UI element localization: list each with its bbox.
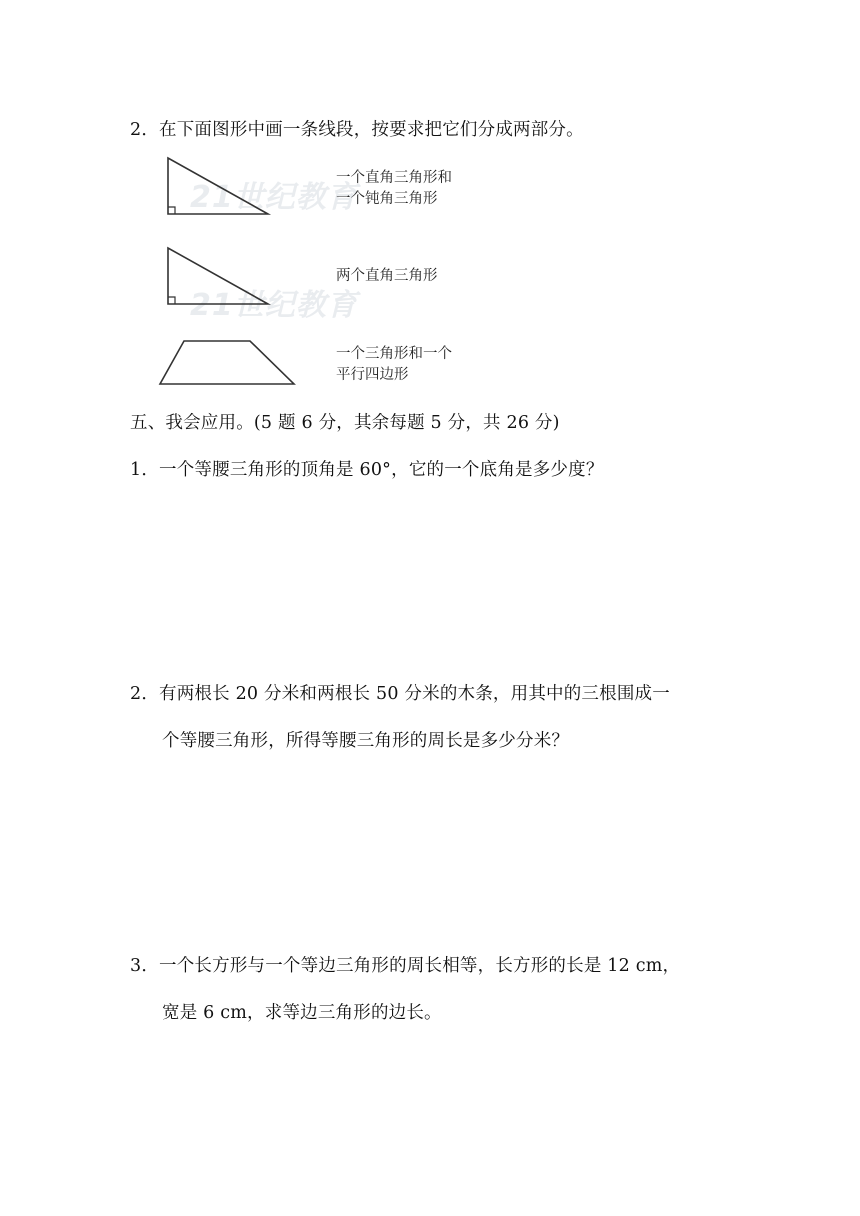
right-angle-mark [168, 207, 175, 214]
triangle-shape [168, 158, 268, 214]
watermark-logo: 21世纪教育 [190, 288, 358, 323]
application-question-3-line-2: 宽是 6 cm，求等边三角形的边长。 [162, 1003, 442, 1023]
application-question-1: 1．一个等腰三角形的顶角是 60°，它的一个底角是多少度？ [130, 460, 604, 480]
figure-trapezoid [154, 336, 304, 392]
figure-1-label [336, 168, 452, 210]
right-angle-mark [168, 297, 175, 304]
application-question-2-line-2: 个等腰三角形，所得等腰三角形的周长是多少分米？ [162, 731, 570, 751]
figure-3-label-line1: 一个三角形和一个 [336, 346, 452, 362]
triangle-shape [168, 248, 268, 304]
figure-right-triangle-1 [160, 152, 300, 222]
figure-3-label-line2: 平行四边形 [336, 367, 409, 383]
application-question-3-line-1: 3．一个长方形与一个等边三角形的周长相等，长方形的长是 12 cm， [130, 956, 681, 976]
question-2-prompt: 2．在下面图形中画一条线段，按要求把它们分成两部分。 [130, 120, 584, 140]
figure-2-label [336, 266, 438, 287]
application-question-2-line-1: 2．有两根长 20 分米和两根长 50 分米的木条，用其中的三根围成一 [130, 684, 670, 704]
figure-1-label-line1: 一个直角三角形和 [336, 170, 452, 186]
trapezoid-shape [160, 341, 294, 384]
watermark-logo: 21世纪教育 [190, 180, 358, 215]
section-5-title: 五、我会应用。(5 题 6 分，其余每题 5 分，共 26 分) [130, 413, 560, 433]
figure-3-label [336, 344, 452, 386]
figure-2-label-line1: 两个直角三角形 [336, 268, 438, 284]
figure-right-triangle-2 [160, 242, 300, 312]
figure-1-label-line2: 一个钝角三角形 [336, 191, 438, 207]
